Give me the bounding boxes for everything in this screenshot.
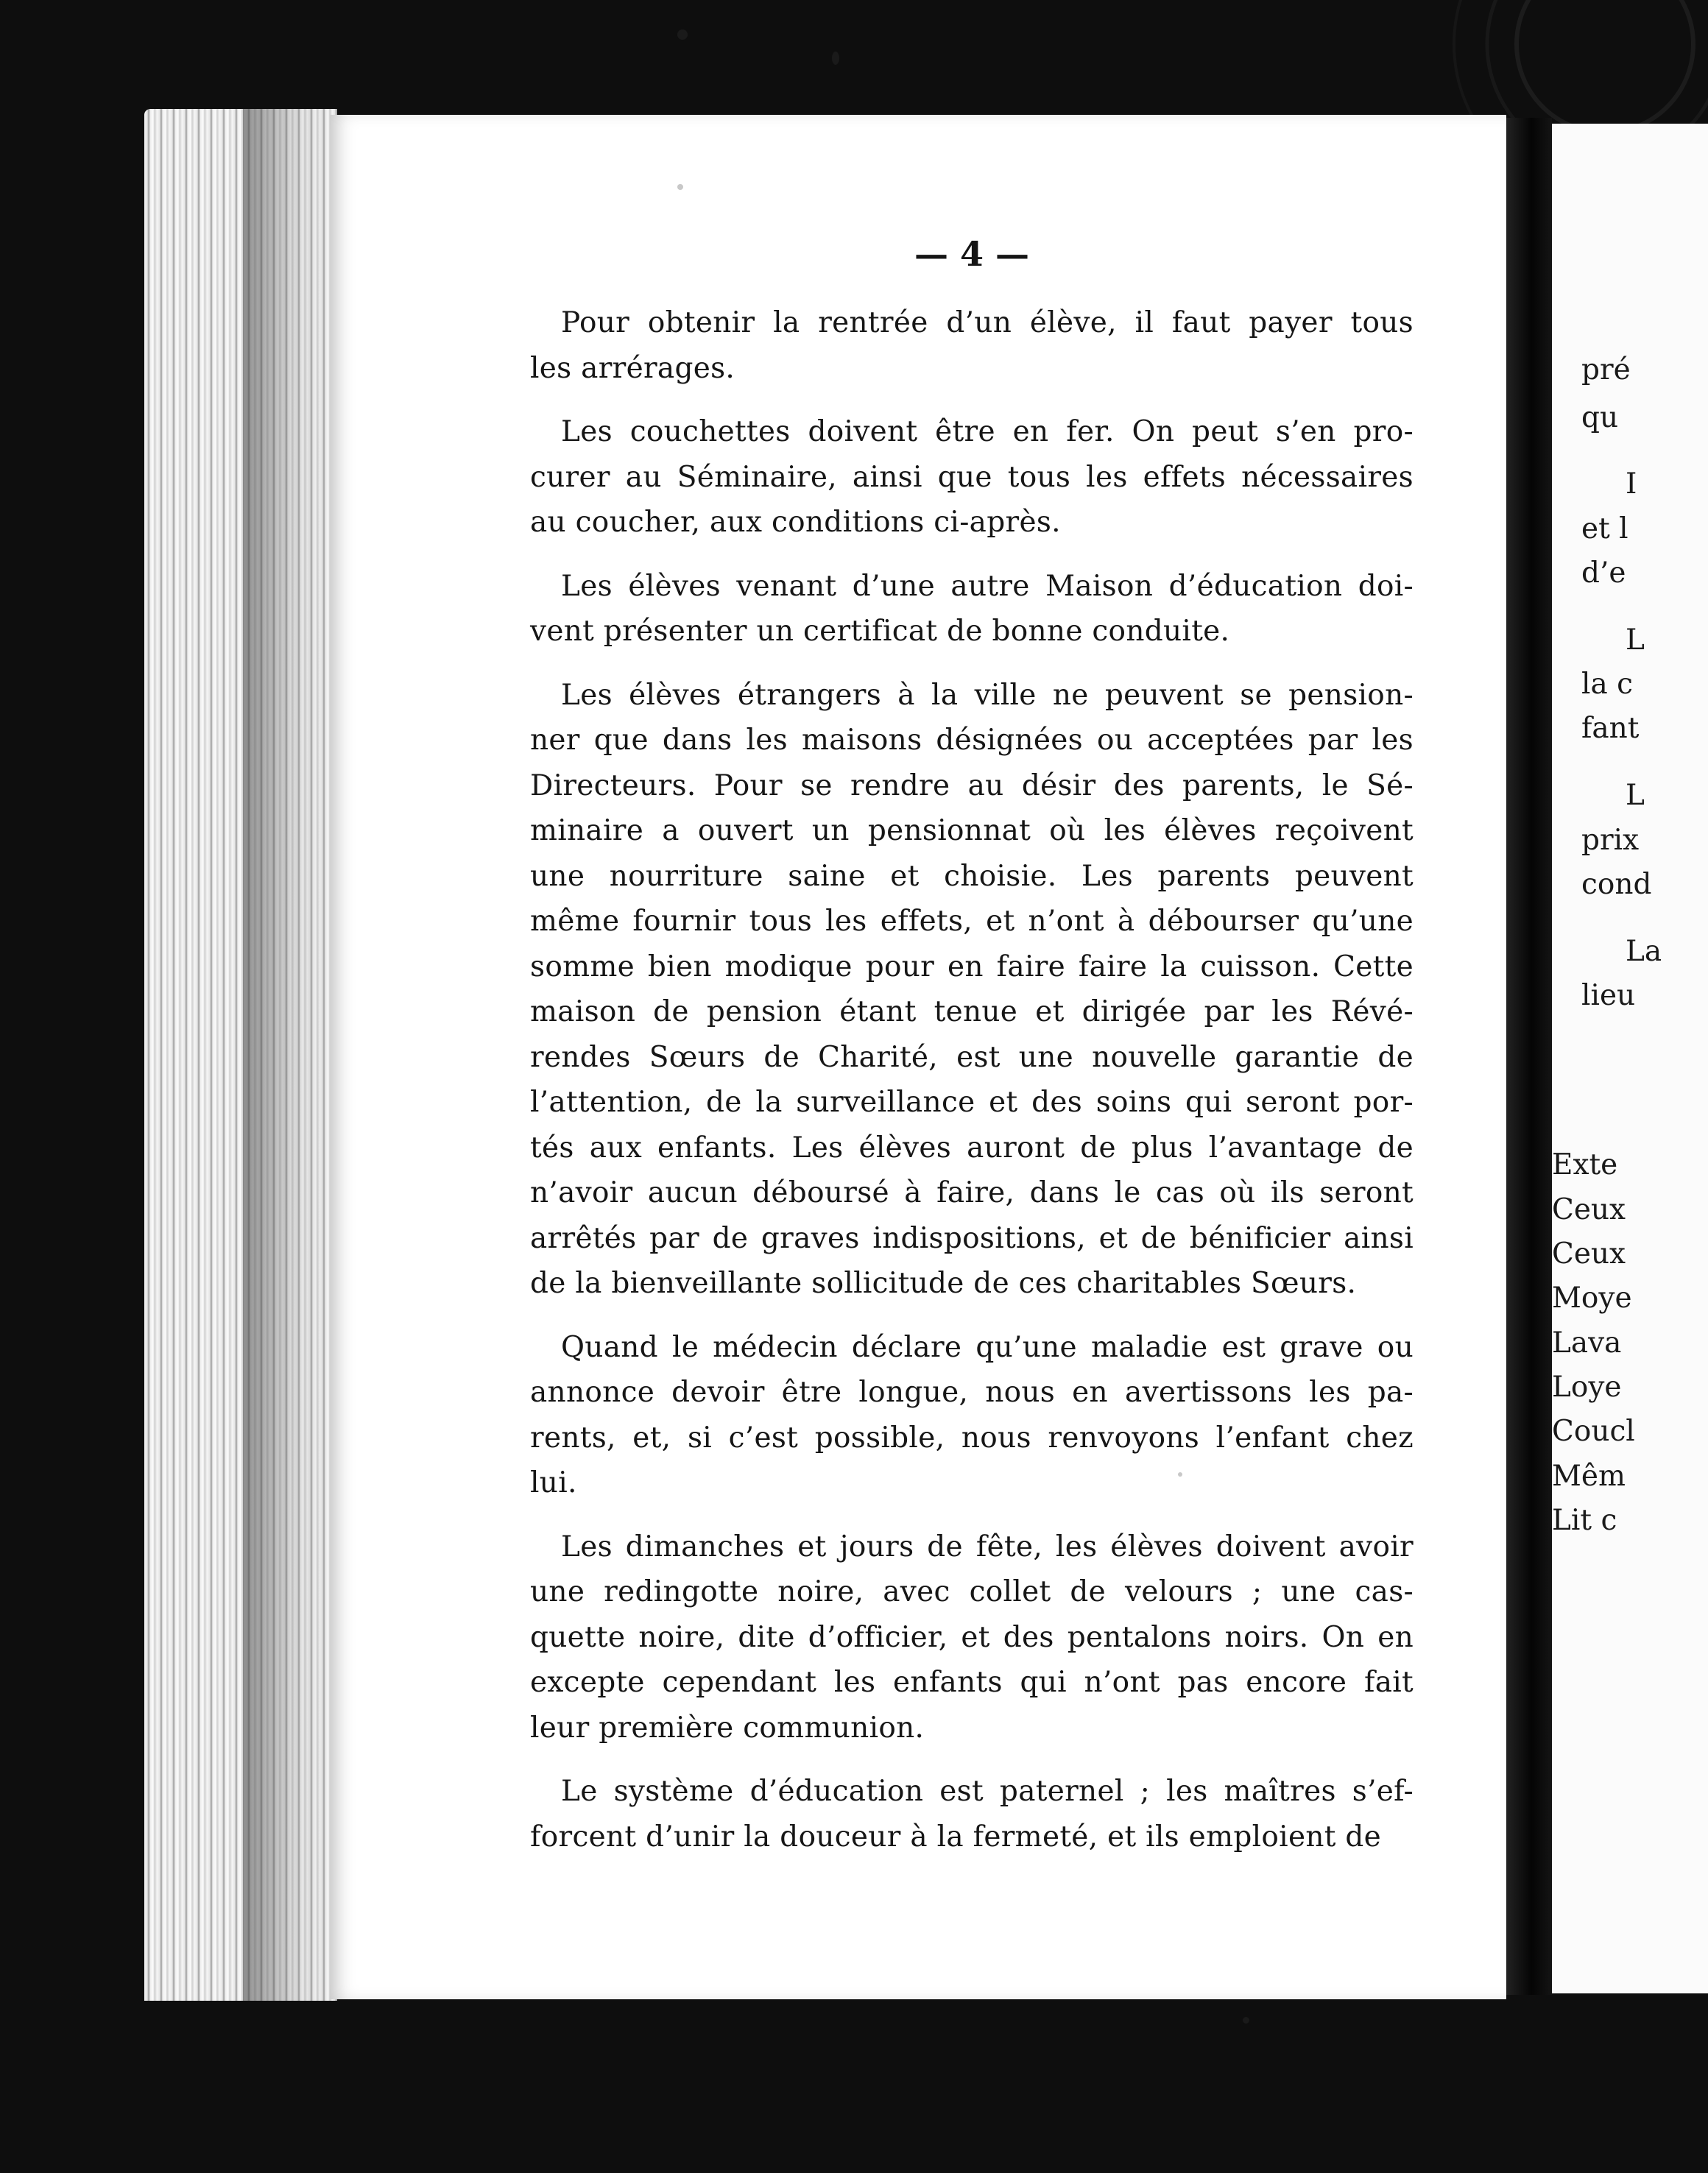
right-page-fragment: L [1626,779,1645,812]
text-line: n’avoir aucun déboursé à faire, dans le cas où ils seront [530,1176,1414,1209]
page-number: — 4 — [914,234,1030,274]
text-line: au coucher, aux conditions ci-après. [530,506,1061,539]
right-page-fragment: Exte [1552,1148,1618,1181]
right-page-fragment: pré [1581,353,1631,386]
right-page-fragment: Mêm [1552,1460,1626,1493]
right-page-fragment: Lit c [1552,1504,1617,1537]
text-line: vent présenter un certificat de bonne conduite. [530,615,1230,648]
right-page-fragment: La [1626,935,1662,968]
paper-speck [677,184,683,190]
text-line: annonce devoir être longue, nous en avertissons les pa- [530,1376,1414,1409]
text-line: même fournir tous les effets, et n’ont à débourser qu’une [530,905,1414,938]
paragraph [530,1769,1414,1859]
text-line: ner que dans les maisons désignées ou acceptées par les [530,724,1414,757]
text-line: quette noire, dite d’officier, et des pentalons noirs. On en [530,1620,1414,1654]
right-page-fragment: cond [1581,868,1652,901]
text-line: rendes Sœurs de Charité, est une nouvelle garantie de [530,1040,1414,1074]
text-line: de la bienveillante sollicitude de ces charitables Sœurs. [530,1267,1357,1300]
paper-speck [1178,1472,1182,1477]
text-line: arrêtés par de graves indispositions, et de bénificier ainsi [530,1221,1414,1255]
right-page-fragment: et l [1581,512,1628,545]
text-line: Les dimanches et jours de fête, les élèves doivent avoir [561,1530,1414,1564]
text-line: maison de pension étant tenue et dirigée par les Révé- [530,995,1414,1028]
film-speck [677,29,688,40]
book-gutter [1506,118,1552,1995]
right-page-fragment: qu [1581,401,1619,434]
right-page-fragment: d’e [1581,556,1626,590]
paragraph [530,673,1414,1307]
text-line: Les élèves étrangers à la ville ne peuvent se pension- [561,678,1414,712]
text-line: les arrérages. [530,351,735,385]
text-line: Les élèves venant d’une autre Maison d’éducation doi- [561,569,1414,603]
right-page-fragment: Coucl [1552,1415,1635,1448]
text-line: rents, et, si c’est possible, nous renvoyons l’enfant chez [530,1421,1414,1455]
paper-speck [1243,2017,1249,2024]
right-page-fragment: Ceux [1552,1237,1626,1271]
right-page-fragment: L [1626,623,1645,657]
text-line: Quand le médecin déclare qu’une maladie est grave ou [561,1330,1414,1364]
text-line: une redingotte noire, avec collet de velours ; une cas- [530,1575,1414,1608]
right-page-fragment: fant [1581,712,1640,745]
stack-shadow [243,109,337,2001]
text-line: l’attention, de la surveillance et des soins qui seront por- [530,1086,1414,1119]
paragraph [530,300,1414,391]
text-line: Les couchettes doivent être en fer. On peut s’en pro- [561,415,1414,448]
text-line: Le système d’éducation est paternel ; les maîtres s’ef- [561,1775,1414,1808]
paragraph [530,1524,1414,1751]
text-line: tés aux enfants. Les élèves auront de plus l’avantage de [530,1131,1414,1165]
text-line: excepte cependant les enfants qui n’ont pas encore fait [530,1666,1414,1699]
text-line: une nourriture saine et choisie. Les parents peuvent [530,859,1414,893]
text-line: minaire a ouvert un pensionnat où les élèves reçoivent [530,814,1414,847]
right-page-fragment: Lava [1552,1326,1622,1360]
text-line: Pour obtenir la rentrée d’un élève, il faut payer tous [561,306,1414,339]
text-line: somme bien modique pour en faire faire la cuisson. Cette [530,950,1414,983]
right-page-fragment: la c [1581,668,1633,701]
page-body [530,300,1414,1878]
paragraph [530,564,1414,654]
right-page-fragment: prix [1581,824,1640,857]
right-page-fragment: Loye [1552,1371,1622,1404]
paragraph [530,1325,1414,1506]
right-page [1552,124,1708,1993]
paragraph [530,409,1414,545]
text-line: leur première communion. [530,1711,925,1745]
text-line: curer au Séminaire, ainsi que tous les effets nécessaires [530,460,1414,494]
right-page-fragment: lieu [1581,979,1636,1012]
text-line: forcent d’unir la douceur à la fermeté, et ils emploient de [530,1820,1382,1854]
text-line: lui. [530,1466,577,1499]
right-page-fragment: I [1626,467,1637,501]
text-line: Directeurs. Pour se rendre au désir des parents, le Sé- [530,768,1414,802]
right-page-fragment: Moye [1552,1282,1632,1315]
right-page-fragment: Ceux [1552,1193,1626,1226]
film-speck [832,52,839,65]
